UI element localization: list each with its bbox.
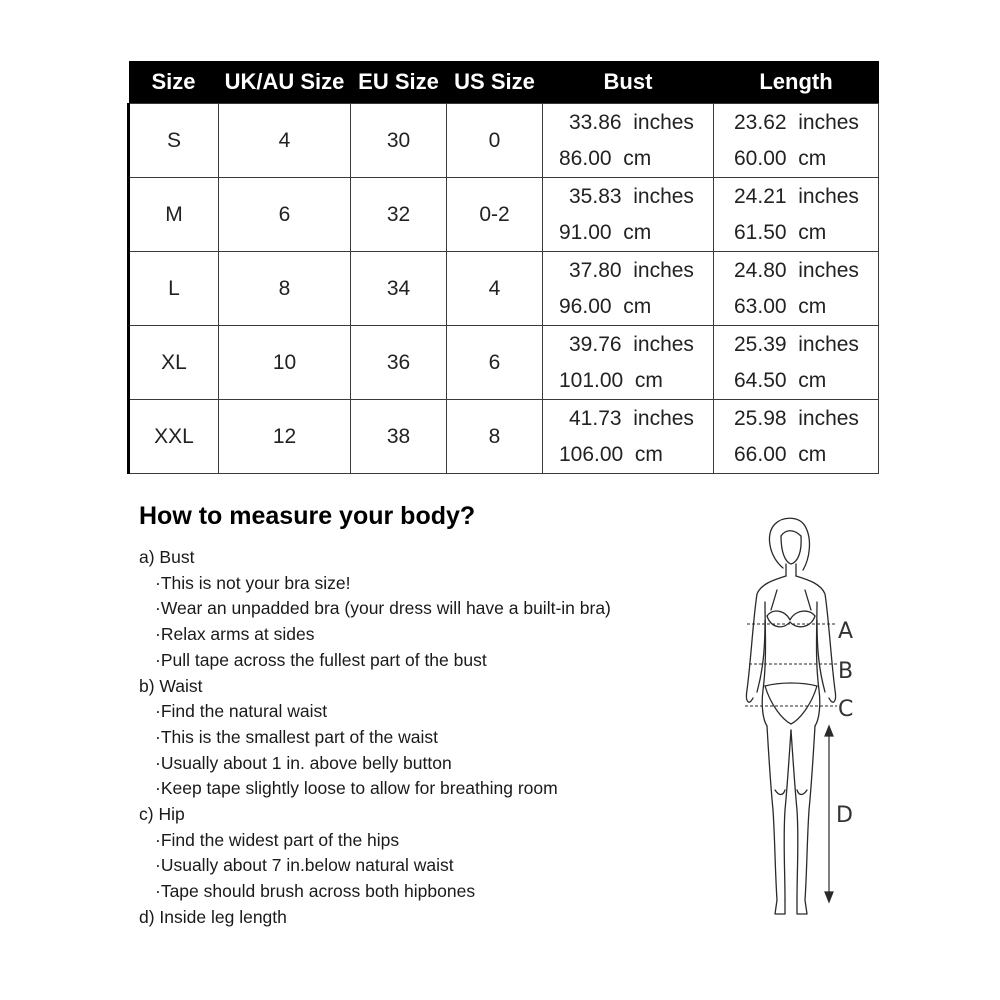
cell-bust-inches: 33.86 inches: [569, 110, 694, 134]
guide-tip: ·This is not your bra size!: [155, 572, 351, 593]
table-row: [129, 326, 879, 400]
guide-tip: ·Find the natural waist: [155, 701, 328, 722]
cell-length: [714, 104, 879, 178]
cell-bust-cm: 86.00 cm: [559, 146, 652, 170]
cell-length: [714, 326, 879, 400]
cell-bust-cm: 101.00 cm: [559, 368, 663, 392]
cell-eu-size: 36: [351, 326, 447, 400]
inseam-arrow: [825, 726, 833, 902]
header-uk-au-size: UK/AU Size: [219, 61, 351, 104]
guide-section-heading: d) Inside leg length: [139, 906, 287, 927]
body-outline: [746, 518, 835, 914]
cell-uk-au-size: 4: [219, 104, 351, 178]
guide-tip: ·Usually about 1 in. above belly button: [155, 752, 452, 773]
cell-bust-cm: 106.00 cm: [559, 442, 663, 466]
cell-us-size: 4: [447, 252, 543, 326]
cell-size: M: [129, 178, 219, 252]
cell-bust: [543, 252, 714, 326]
cell-eu-size: 32: [351, 178, 447, 252]
header-eu-size: EU Size: [351, 61, 447, 104]
table-body: [129, 104, 879, 474]
cell-bust-cm: 96.00 cm: [559, 294, 652, 318]
guide-tip: ·Relax arms at sides: [155, 624, 315, 645]
cell-us-size: 8: [447, 400, 543, 474]
cell-length-cm: 64.50 cm: [734, 368, 827, 392]
guide-section-heading: b) Waist: [139, 675, 203, 696]
cell-us-size: 6: [447, 326, 543, 400]
header-us-size: US Size: [447, 61, 543, 104]
cell-length: [714, 252, 879, 326]
guide-title: How to measure your body?: [139, 502, 476, 530]
guide-tip: ·Find the widest part of the hips: [155, 829, 400, 850]
cell-length-cm: 63.00 cm: [734, 294, 827, 318]
cell-size: S: [129, 104, 219, 178]
cell-size: L: [129, 252, 219, 326]
cell-uk-au-size: 12: [219, 400, 351, 474]
cell-bust: [543, 104, 714, 178]
guide-tip: ·Wear an unpadded bra (your dress will have a built-in bra): [155, 598, 611, 619]
cell-bust-inches: 39.76 inches: [569, 332, 694, 356]
guide-section-heading: a) Bust: [139, 547, 195, 567]
cell-length-inches: 24.21 inches: [734, 184, 859, 208]
cell-bust: [543, 400, 714, 474]
cell-bust-inches: 41.73 inches: [569, 406, 694, 430]
cell-length-cm: 66.00 cm: [734, 442, 827, 466]
label-d: D: [836, 803, 853, 828]
table-header-row: [129, 61, 879, 104]
cell-uk-au-size: 10: [219, 326, 351, 400]
size-chart-table: [127, 61, 879, 474]
cell-eu-size: 38: [351, 400, 447, 474]
cell-bust: [543, 178, 714, 252]
cell-us-size: 0-2: [447, 178, 543, 252]
table-row: [129, 252, 879, 326]
cell-bust-cm: 91.00 cm: [559, 220, 652, 244]
guide-tip: ·Pull tape across the fullest part of the bust: [155, 649, 487, 670]
cell-bust-inches: 35.83 inches: [569, 184, 694, 208]
measurement-guides: [745, 624, 837, 706]
cell-size: XL: [129, 326, 219, 400]
cell-length-inches: 25.39 inches: [734, 332, 859, 356]
cell-length-inches: 23.62 inches: [734, 110, 859, 134]
cell-length-inches: 25.98 inches: [734, 406, 859, 430]
label-c: C: [838, 697, 854, 722]
cell-bust-inches: 37.80 inches: [569, 258, 694, 282]
cell-uk-au-size: 8: [219, 252, 351, 326]
cell-length: [714, 400, 879, 474]
measure-guide: [139, 545, 739, 931]
label-a: A: [838, 619, 854, 644]
cell-eu-size: 34: [351, 252, 447, 326]
cell-length-inches: 24.80 inches: [734, 258, 859, 282]
cell-length-cm: 60.00 cm: [734, 146, 827, 170]
guide-tip: ·Keep tape slightly loose to allow for breathing room: [155, 778, 558, 799]
header-size: Size: [129, 61, 219, 104]
body-figure-illustration: [725, 510, 865, 935]
cell-us-size: 0: [447, 104, 543, 178]
header-length: Length: [714, 61, 879, 104]
guide-tip: ·This is the smallest part of the waist: [155, 726, 439, 747]
guide-section-heading: c) Hip: [139, 804, 185, 825]
table-row: [129, 178, 879, 252]
cell-eu-size: 30: [351, 104, 447, 178]
guide-tip: ·Tape should brush across both hipbones: [155, 881, 476, 902]
guide-tip: ·Usually about 7 in.below natural waist: [155, 855, 454, 876]
table-row: [129, 104, 879, 178]
cell-bust: [543, 326, 714, 400]
cell-length-cm: 61.50 cm: [734, 220, 827, 244]
cell-length: [714, 178, 879, 252]
table-row: [129, 400, 879, 474]
cell-uk-au-size: 6: [219, 178, 351, 252]
label-b: B: [838, 659, 854, 684]
cell-size: XXL: [129, 400, 219, 474]
header-bust: Bust: [543, 61, 714, 104]
